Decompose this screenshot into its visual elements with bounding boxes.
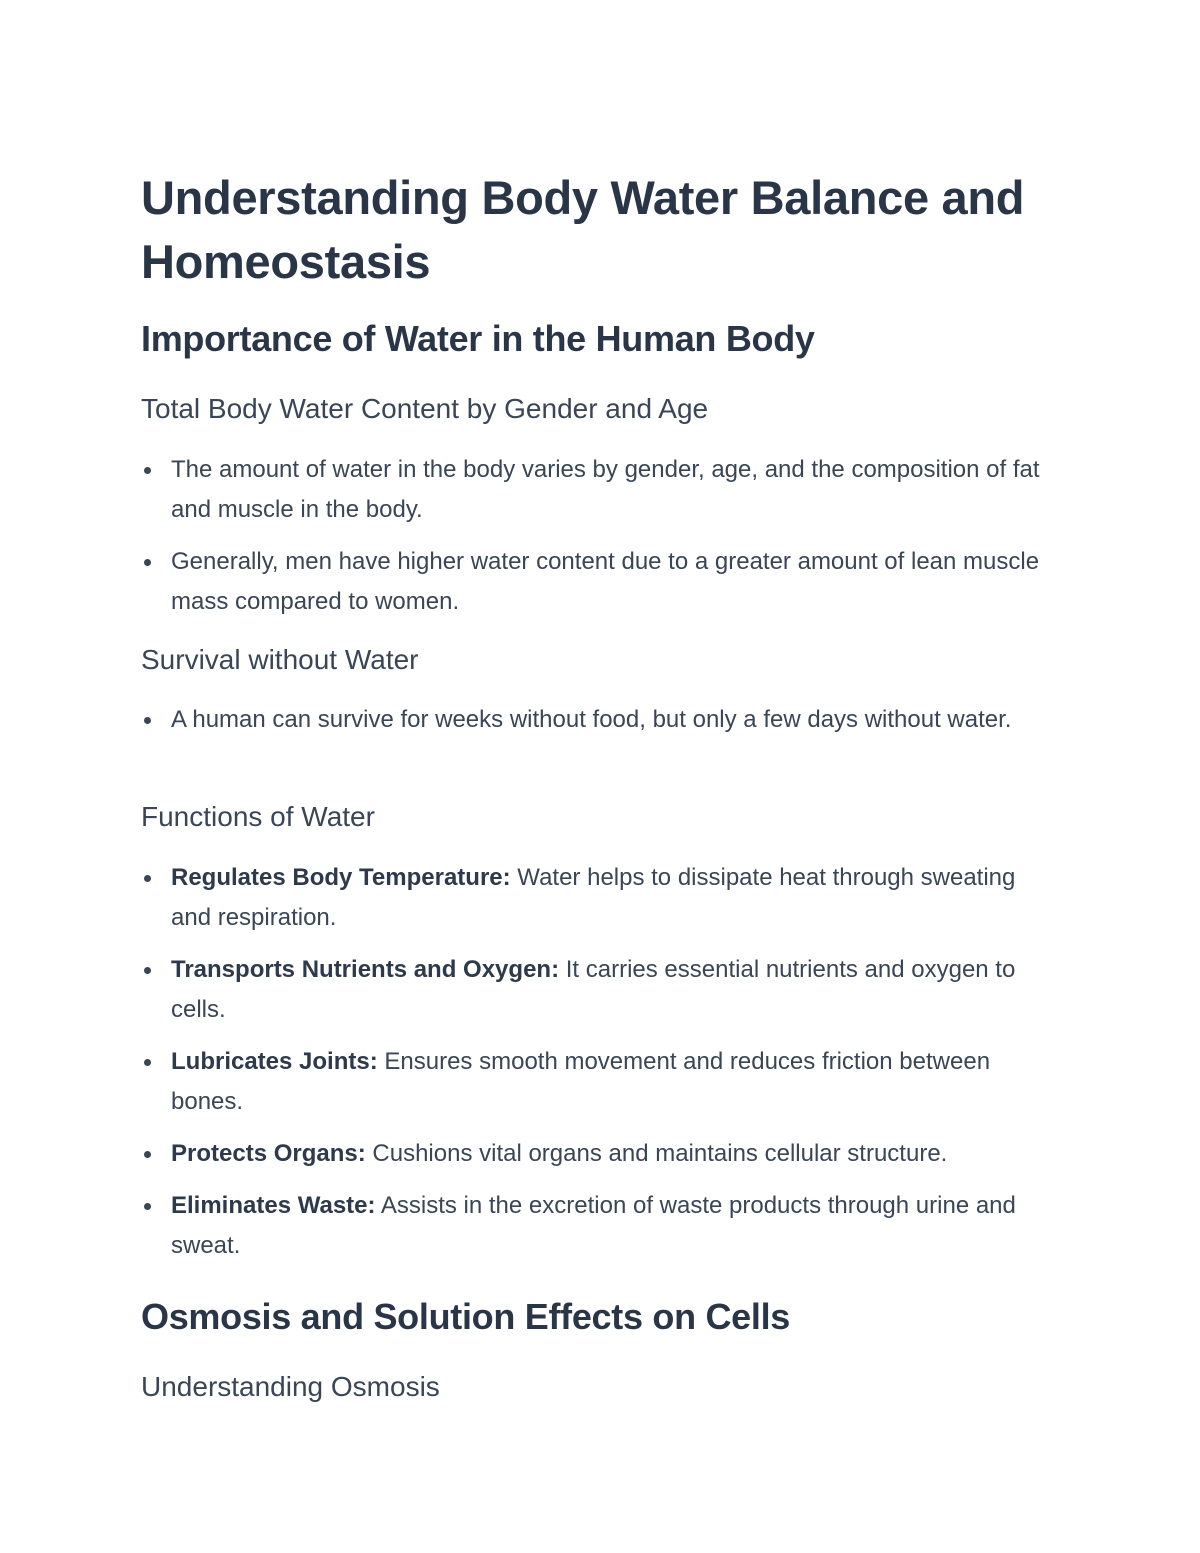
list-item-text: The amount of water in the body varies by gender, age, and the composition of fat and muscle in the body.: [171, 456, 1040, 523]
list-item-text: A human can survive for weeks without food, but only a few days without water.: [171, 706, 1012, 733]
subsection-heading-understanding-osmosis: Understanding Osmosis: [141, 1371, 440, 1402]
list-item: [141, 450, 1061, 530]
subsection-heading-functions-of-water: Functions of Water: [141, 801, 375, 832]
bullet-list-survival: [141, 700, 1061, 752]
list-item-term: Protects Organs:: [171, 1140, 366, 1167]
list-item-text: Assists in the excretion of waste products through urine and sweat.: [171, 1192, 1016, 1259]
subsection-heading-total-body-water: Total Body Water Content by Gender and Age: [141, 393, 709, 424]
list-item: [141, 858, 1061, 938]
list-item: [141, 950, 1061, 1030]
list-item: [141, 1134, 1061, 1174]
list-item-text: Generally, men have higher water content due to a greater amount of lean muscle mass compared to women.: [171, 548, 1040, 615]
list-item-text: Ensures smooth movement and reduces friction between bones.: [171, 1048, 991, 1115]
subsection-heading-survival-without-water: Survival without Water: [141, 644, 419, 675]
bullet-icon: [144, 875, 151, 882]
bullet-icon: [144, 967, 151, 974]
list-item: [141, 700, 1061, 740]
list-item-text: Cushions vital organs and maintains cellular structure.: [365, 1140, 948, 1167]
section-heading-osmosis: Osmosis and Solution Effects on Cells: [141, 1296, 791, 1337]
list-item-term: Transports Nutrients and Oxygen:: [171, 956, 560, 983]
bullet-list-functions: [141, 858, 1061, 1278]
list-item: [141, 1042, 1061, 1122]
list-item: [141, 542, 1061, 622]
list-item-term: Lubricates Joints:: [171, 1048, 378, 1075]
bullet-icon: [144, 717, 151, 724]
list-item-term: Eliminates Waste:: [171, 1192, 376, 1219]
section-heading-importance-of-water: Importance of Water in the Human Body: [141, 318, 815, 359]
bullet-icon: [144, 1059, 151, 1066]
bullet-icon: [144, 1203, 151, 1210]
list-item-text: Water helps to dissipate heat through sweating and respiration.: [171, 864, 1016, 931]
list-item-term: Regulates Body Temperature:: [171, 864, 511, 891]
bullet-icon: [144, 467, 151, 474]
bullet-icon: [144, 559, 151, 566]
page-title: Understanding Body Water Balance and Homeostasis: [141, 171, 1025, 288]
list-item-text: It carries essential nutrients and oxygen to cells.: [171, 956, 1016, 1023]
bullet-icon: [144, 1151, 151, 1158]
list-item: [141, 1186, 1061, 1266]
bullet-list-total-body-water: [141, 450, 1061, 634]
